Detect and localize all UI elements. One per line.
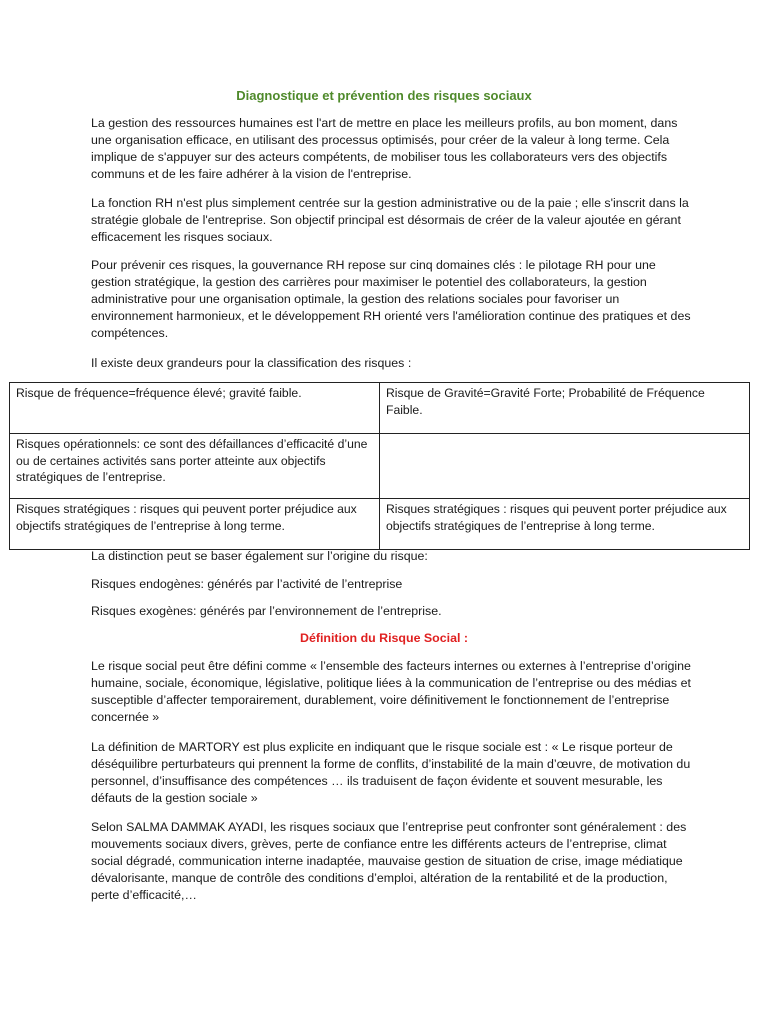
- paragraph-intro: La gestion des ressources humaines est l'art de mettre en place les meilleurs profils, au bon moment, dans une organisation efficace, en utilisant des processus optimisés, pour créer de la valeur à long terme. Cela implique de s'appuyer sur des acteurs compétents, de mobiliser tous les collaborateurs vers des objectifs communs et de les faire adhérer à la vision de l'entreprise.: [91, 116, 678, 181]
- paragraph-classification: Il existe deux grandeurs pour la classification des risques :: [91, 356, 412, 370]
- paragraph-exogenes: Risques exogènes: générés par l’environnement de l’entreprise.: [91, 604, 442, 618]
- table-cell-operationnels: Risques opérationnels: ce sont des défaillances d’efficacité d’une ou de certaines activités sans porter atteinte aux objectifs stratégiques de l’entreprise.: [10, 434, 380, 499]
- section-subtitle: Définition du Risque Social :: [300, 631, 468, 645]
- table-cell-strategiques-right: Risques stratégiques : risques qui peuvent porter préjudice aux objectifs stratégiques de l’entreprise à long terme.: [380, 499, 750, 550]
- paragraph-endogenes: Risques endogènes: générés par l’activité de l’entreprise: [91, 577, 403, 591]
- table-row: [10, 383, 750, 434]
- table-row: [10, 434, 750, 499]
- paragraph-martory: La définition de MARTORY est plus explicite en indiquant que le risque sociale est : « Le risque porteur de déséquilibre perturbateurs qui prennent la forme de conflits, d’instabilité de la main d’œuvre, de motivation du personnel, d’insuffisance des compétences … ils traduisent de façon évidente et souvent mesurable, les défauts de la gestion sociale »: [91, 740, 691, 805]
- paragraph-distinction: La distinction peut se baser également sur l’origine du risque:: [91, 549, 428, 563]
- risk-classification-table: [9, 382, 750, 550]
- document-title: Diagnostique et prévention des risques sociaux: [236, 88, 532, 103]
- paragraph-gouvernance: Pour prévenir ces risques, la gouvernance RH repose sur cinq domaines clés : le pilotage RH pour une gestion stratégique, la gestion des carrières pour maximiser le potentiel des collaborateurs, la gestion administrative pour une organisation optimale, la gestion des relations sociales pour favoriser un environnement harmonieux, et le développement RH orienté vers l'amélioration continue des pratiques et des compétences.: [91, 258, 691, 340]
- paragraph-definition: Le risque social peut être défini comme « l’ensemble des facteurs internes ou externes à l’entreprise d’origine humaine, sociale, économique, législative, politique liées à la communication de l’entreprise ou des médias et susceptible d’affecter temporairement, durablement, voire définitivement le fonctionnement de l’entreprise concernée »: [91, 659, 691, 724]
- table-cell-strategiques-left: Risques stratégiques : risques qui peuvent porter préjudice aux objectifs stratégiques de l’entreprise à long terme.: [10, 499, 380, 550]
- table-cell-gravite: Risque de Gravité=Gravité Forte; Probabilité de Fréquence Faible.: [380, 383, 750, 434]
- table-row: [10, 499, 750, 550]
- table-cell-frequence: Risque de fréquence=fréquence élevé; gravité faible.: [10, 383, 380, 434]
- paragraph-rh-function: La fonction RH n'est plus simplement centrée sur la gestion administrative ou de la paie ; elle s'inscrit dans la stratégie globale de l'entreprise. Son objectif principal est désormais de créer de la valeur ajoutée en gérant efficacement les risques sociaux.: [91, 196, 689, 244]
- paragraph-ayadi: Selon SALMA DAMMAK AYADI, les risques sociaux que l’entreprise peut confronter sont généralement : des mouvements sociaux divers, grèves, perte de confiance entre les différents acteurs de l’entreprise, climat social dégradé, communication interne inadaptée, mauvaise gestion de situation de crise, image médiatique dévalorisante, manque de contrôle des conditions d’emploi, altération de la rentabilité et de la production, perte d’efficacité,…: [91, 820, 687, 902]
- table-cell-empty: [380, 434, 750, 499]
